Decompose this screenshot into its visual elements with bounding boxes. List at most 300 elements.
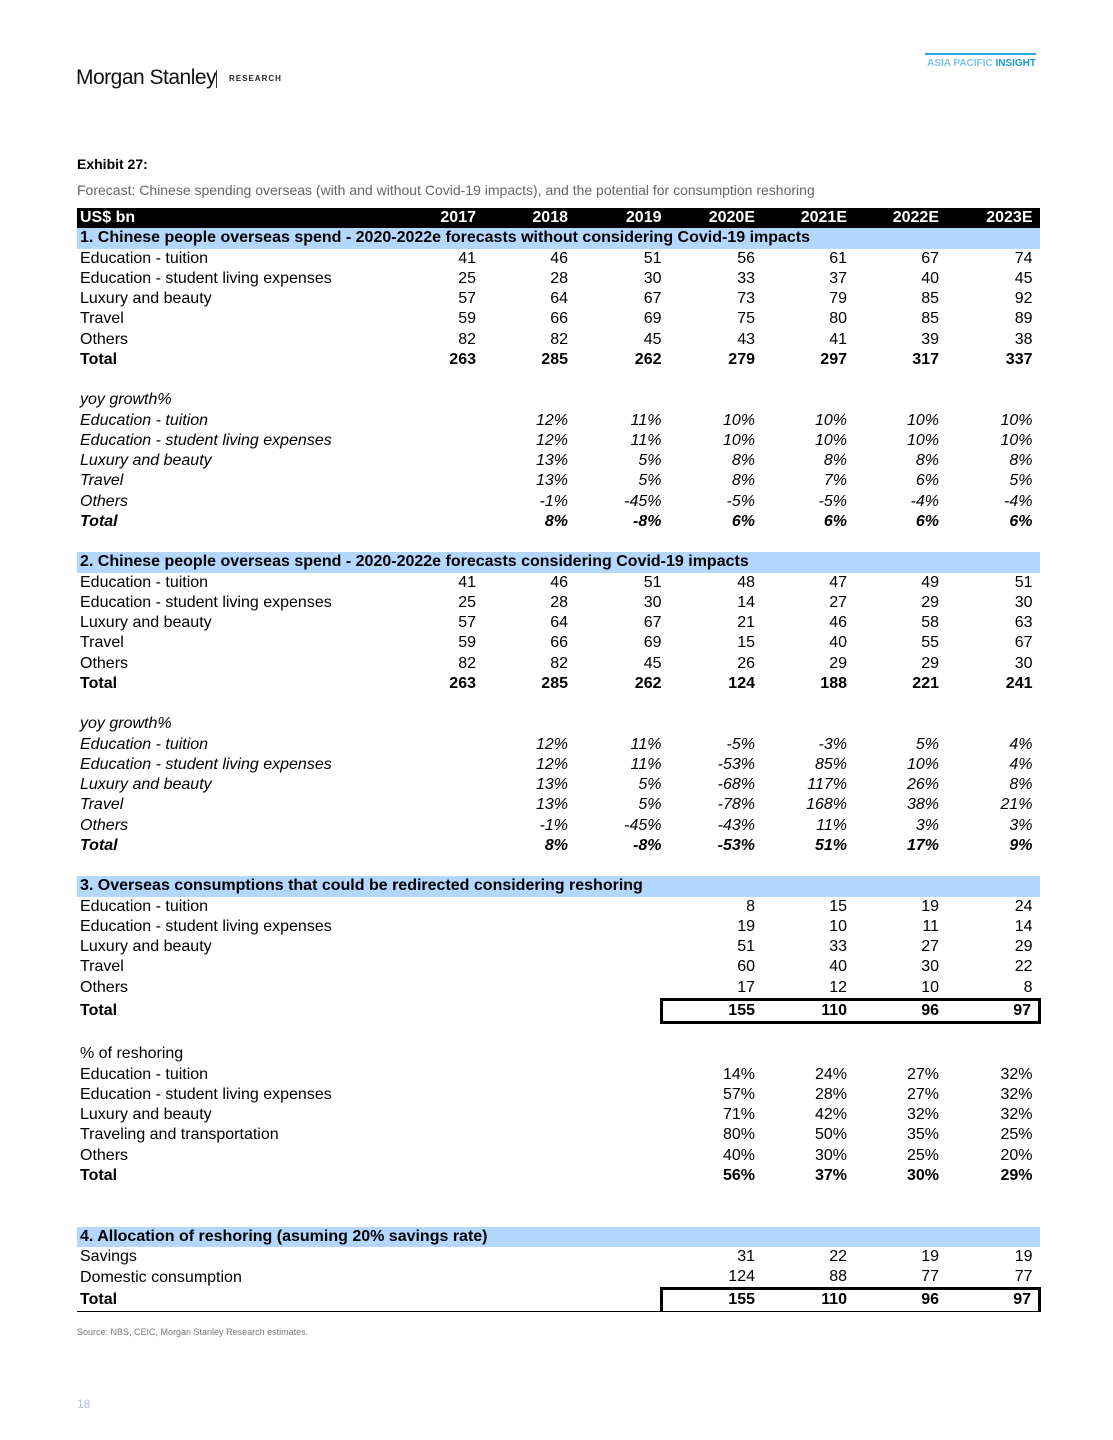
row-label: Luxury and beauty <box>80 1106 212 1124</box>
value-cell <box>568 937 662 957</box>
value-cell <box>568 856 662 876</box>
table-row <box>77 1085 1040 1105</box>
row-label: Others <box>80 979 129 997</box>
row-label <box>77 694 384 714</box>
spacer-row <box>77 1206 1040 1226</box>
value-cell <box>384 1125 476 1145</box>
row-label <box>77 532 384 552</box>
value-cell <box>476 390 568 410</box>
row-label: Total <box>77 1289 384 1311</box>
value-cell <box>847 694 939 714</box>
value-cell <box>939 1186 1040 1206</box>
value-cell: 5% <box>915 735 939 753</box>
value-cell: 43 <box>737 330 755 348</box>
table-row <box>77 654 1040 674</box>
value-cell: 49 <box>921 573 939 591</box>
value-cell: 42% <box>814 1106 847 1124</box>
value-cell <box>568 714 662 734</box>
value-cell: 4% <box>1009 735 1033 753</box>
row-label: Travel <box>80 958 124 976</box>
value-cell <box>384 836 476 856</box>
value-cell: 29 <box>921 593 939 611</box>
value-cell: 14% <box>722 1065 755 1083</box>
value-cell <box>568 1166 662 1186</box>
value-cell: 80% <box>722 1126 755 1144</box>
row-label <box>77 856 384 876</box>
value-cell: -1% <box>539 492 568 510</box>
value-cell: -45% <box>624 816 662 834</box>
value-cell: 8% <box>1009 452 1033 470</box>
value-cell <box>384 1267 476 1289</box>
value-cell <box>384 917 476 937</box>
row-label: Others <box>80 330 129 348</box>
value-cell: 59 <box>458 310 476 328</box>
value-cell: 262 <box>634 674 662 692</box>
row-label: Others <box>80 816 129 834</box>
value-cell: 60 <box>737 958 755 976</box>
value-cell <box>755 856 847 876</box>
value-cell: 57 <box>458 290 476 308</box>
value-cell <box>568 390 662 410</box>
value-cell: 14 <box>1014 917 1033 935</box>
value-cell <box>568 1289 662 1311</box>
value-cell <box>384 1044 476 1064</box>
value-cell <box>476 532 568 552</box>
value-cell: 30% <box>906 1166 939 1184</box>
column-header: 2022E <box>847 208 939 228</box>
value-cell <box>755 390 847 410</box>
value-cell: 92 <box>1014 290 1033 308</box>
value-cell <box>847 1206 939 1226</box>
section-title: 3. Overseas consumptions that could be redirected considering reshoring <box>77 876 1040 896</box>
value-cell: 55 <box>921 634 939 652</box>
value-cell: 25% <box>906 1146 939 1164</box>
value-cell <box>476 937 568 957</box>
row-label: Luxury and beauty <box>80 452 212 470</box>
value-cell: 28 <box>550 593 568 611</box>
value-cell <box>662 1206 756 1226</box>
column-header: 2021E <box>755 208 847 228</box>
value-cell: 38 <box>1014 330 1033 348</box>
value-cell: 3% <box>1009 816 1033 834</box>
table-row <box>77 714 1040 734</box>
row-label: Travel <box>80 634 124 652</box>
value-cell <box>847 1186 939 1206</box>
value-cell <box>384 1247 476 1267</box>
table-row <box>77 735 1040 755</box>
exhibit-label: Exhibit 27: <box>77 156 148 172</box>
row-label <box>77 1023 384 1045</box>
value-cell: 263 <box>449 674 476 692</box>
value-cell: 17% <box>906 836 939 854</box>
value-cell <box>476 1289 568 1311</box>
division-label: RESEARCH <box>229 74 282 83</box>
value-cell: 117% <box>807 776 847 794</box>
value-cell: 67 <box>643 614 662 632</box>
value-cell: 155 <box>662 999 756 1022</box>
table-row <box>77 512 1040 532</box>
value-cell: 27 <box>829 593 847 611</box>
value-cell: 79 <box>829 290 847 308</box>
value-cell: 188 <box>820 674 847 692</box>
value-cell: 74 <box>1014 249 1033 267</box>
value-cell: 29 <box>1014 938 1033 956</box>
section-title: 1. Chinese people overseas spend - 2020-2022e forecasts without considering Covid-19 impacts <box>77 228 1040 248</box>
value-cell <box>939 856 1040 876</box>
value-cell <box>939 1044 1040 1064</box>
value-cell <box>755 1023 847 1045</box>
value-cell: 19 <box>737 917 755 935</box>
value-cell <box>568 1105 662 1125</box>
value-cell: 56 <box>737 249 755 267</box>
source-note: Source: NBS, CEIC, Morgan Stanley Research estimates. <box>77 1327 309 1337</box>
value-cell: 26% <box>906 776 939 794</box>
row-label: Education - tuition <box>80 897 209 915</box>
row-label: Luxury and beauty <box>80 290 212 308</box>
value-cell: 40 <box>829 958 847 976</box>
value-cell: 8% <box>731 472 755 490</box>
value-cell: 13% <box>535 776 568 794</box>
value-cell <box>568 957 662 977</box>
row-label: Travel <box>80 310 124 328</box>
value-cell: 11% <box>630 431 662 449</box>
row-label: Total <box>80 1001 118 1019</box>
row-label: Luxury and beauty <box>80 776 212 794</box>
value-cell: 262 <box>634 350 662 368</box>
value-cell <box>847 714 939 734</box>
series-label <box>925 53 1036 69</box>
table-row <box>77 249 1040 269</box>
value-cell: 10% <box>814 431 847 449</box>
value-cell: 8% <box>544 512 568 530</box>
value-cell: 12% <box>535 431 568 449</box>
table-row <box>77 1065 1040 1085</box>
value-cell: 6% <box>1009 512 1033 530</box>
value-cell: 67 <box>921 249 939 267</box>
section-header-row <box>77 552 1040 572</box>
value-cell <box>755 1186 847 1206</box>
value-cell <box>384 431 476 451</box>
value-cell: 241 <box>1005 674 1033 692</box>
value-cell: -53% <box>717 836 755 854</box>
value-cell: -43% <box>717 816 755 834</box>
value-cell <box>568 532 662 552</box>
value-cell: 12% <box>535 411 568 429</box>
value-cell: 11% <box>630 755 662 773</box>
value-cell: 5% <box>1009 472 1033 490</box>
value-cell: 10 <box>921 978 939 996</box>
value-cell: 82 <box>550 330 568 348</box>
value-cell: 19 <box>1014 1247 1033 1265</box>
value-cell <box>847 1023 939 1045</box>
value-cell <box>384 937 476 957</box>
value-cell <box>568 1146 662 1166</box>
value-cell: 32% <box>906 1106 939 1124</box>
value-cell: -5% <box>726 492 755 510</box>
value-cell <box>384 1166 476 1186</box>
table-row <box>77 289 1040 309</box>
value-cell: 41 <box>458 573 476 591</box>
value-cell: 80 <box>829 310 847 328</box>
value-cell <box>847 1044 939 1064</box>
value-cell: 285 <box>541 674 568 692</box>
value-cell: 66 <box>550 634 568 652</box>
value-cell: -78% <box>717 796 755 814</box>
value-cell <box>384 755 476 775</box>
value-cell <box>476 917 568 937</box>
value-cell: 12 <box>829 978 847 996</box>
value-cell <box>939 370 1040 390</box>
value-cell <box>384 1023 476 1045</box>
row-label <box>77 370 384 390</box>
value-cell <box>662 370 756 390</box>
table-row <box>77 978 1040 1000</box>
value-cell <box>384 1206 476 1226</box>
row-label: yoy growth% <box>80 391 172 409</box>
section-title: 2. Chinese people overseas spend - 2020-2022e forecasts considering Covid-19 impacts <box>77 552 1040 572</box>
value-cell: 46 <box>550 249 568 267</box>
value-cell: 13% <box>535 452 568 470</box>
value-cell: -45% <box>624 492 662 510</box>
value-cell <box>939 1023 1040 1045</box>
table-row <box>77 1247 1040 1267</box>
table-row <box>77 269 1040 289</box>
row-label: Education - tuition <box>80 735 209 753</box>
value-cell <box>384 735 476 755</box>
value-cell: 41 <box>829 330 847 348</box>
value-cell <box>384 795 476 815</box>
table-row <box>77 1146 1040 1166</box>
value-cell <box>939 390 1040 410</box>
value-cell <box>662 856 756 876</box>
value-cell: 89 <box>1014 310 1033 328</box>
value-cell: 317 <box>912 350 939 368</box>
value-cell: 24 <box>1014 897 1033 915</box>
table-row <box>77 917 1040 937</box>
row-label: Luxury and beauty <box>80 938 212 956</box>
row-label: Total <box>80 674 118 692</box>
table-row <box>77 816 1040 836</box>
table-row <box>77 431 1040 451</box>
value-cell: 30 <box>643 269 662 287</box>
value-cell: 124 <box>728 1268 755 1286</box>
value-cell <box>568 999 662 1022</box>
table-row <box>77 1289 1040 1311</box>
value-cell: 12% <box>535 735 568 753</box>
value-cell <box>662 1023 756 1045</box>
value-cell: -68% <box>717 776 755 794</box>
value-cell: 33 <box>737 269 755 287</box>
value-cell: 168% <box>806 796 847 814</box>
value-cell: 58 <box>921 614 939 632</box>
value-cell: 8 <box>1023 978 1033 996</box>
value-cell <box>384 451 476 471</box>
value-cell <box>568 1125 662 1145</box>
value-cell: 337 <box>1005 350 1033 368</box>
value-cell <box>568 917 662 937</box>
value-cell: 31 <box>737 1247 755 1265</box>
value-cell: 96 <box>847 1289 939 1311</box>
value-cell: 10% <box>722 411 755 429</box>
row-label: Education - tuition <box>80 411 209 429</box>
value-cell: -4% <box>910 492 939 510</box>
value-cell: 221 <box>912 674 939 692</box>
table-row <box>77 633 1040 653</box>
value-cell: 6% <box>731 512 755 530</box>
value-cell: 45 <box>643 330 662 348</box>
row-label: Others <box>80 654 129 672</box>
page-number: 18 <box>77 1397 91 1411</box>
value-cell: 82 <box>458 330 476 348</box>
row-label: Total <box>80 836 118 854</box>
table-row <box>77 999 1040 1022</box>
value-cell: 8% <box>731 452 755 470</box>
value-cell <box>755 532 847 552</box>
value-cell: 14 <box>737 593 755 611</box>
row-label: Education - student living expenses <box>80 755 332 773</box>
value-cell: 28% <box>814 1085 847 1103</box>
value-cell: 25% <box>1000 1126 1033 1144</box>
value-cell <box>755 1044 847 1064</box>
value-cell: 32% <box>1000 1065 1033 1083</box>
value-cell <box>384 1085 476 1105</box>
value-cell: 30 <box>1014 593 1033 611</box>
spacer-row <box>77 1023 1040 1045</box>
table-row <box>77 674 1040 694</box>
value-cell: 29 <box>921 654 939 672</box>
section-header-row <box>77 1227 1040 1247</box>
value-cell: 5% <box>638 452 662 470</box>
value-cell: 51 <box>737 938 755 956</box>
row-label: Total <box>80 350 118 368</box>
column-header: 2023E <box>939 208 1040 228</box>
value-cell: 26 <box>737 654 755 672</box>
value-cell: 6% <box>915 472 939 490</box>
value-cell <box>939 694 1040 714</box>
value-cell <box>476 714 568 734</box>
value-cell: 10% <box>906 411 939 429</box>
value-cell: 85 <box>921 310 939 328</box>
value-cell: 11% <box>630 411 662 429</box>
value-cell <box>662 390 756 410</box>
value-cell: 51% <box>814 836 847 854</box>
value-cell <box>847 856 939 876</box>
value-cell <box>568 1085 662 1105</box>
table-row <box>77 1125 1040 1145</box>
value-cell: 25 <box>458 269 476 287</box>
value-cell: 32% <box>1000 1106 1033 1124</box>
value-cell: 48 <box>737 573 755 591</box>
value-cell: 5% <box>638 472 662 490</box>
value-cell: 21% <box>1000 796 1033 814</box>
value-cell <box>476 1125 568 1145</box>
value-cell: 263 <box>449 350 476 368</box>
row-label: Education - student living expenses <box>80 269 332 287</box>
value-cell: 8 <box>746 897 755 915</box>
value-cell: 46 <box>829 614 847 632</box>
value-cell: 110 <box>755 1289 847 1311</box>
value-cell <box>568 1065 662 1085</box>
value-cell: 22 <box>1014 958 1033 976</box>
value-cell <box>476 957 568 977</box>
row-label: Traveling and transportation <box>80 1126 279 1144</box>
table-row <box>77 451 1040 471</box>
value-cell: 19 <box>921 1247 939 1265</box>
value-cell: 69 <box>643 634 662 652</box>
value-cell: 67 <box>643 290 662 308</box>
value-cell: 27% <box>906 1065 939 1083</box>
value-cell: 10% <box>814 411 847 429</box>
forecast-table <box>77 208 1041 1312</box>
row-label: Total <box>80 512 118 530</box>
value-cell: 13% <box>535 472 568 490</box>
value-cell: 30% <box>814 1146 847 1164</box>
value-cell <box>476 999 568 1022</box>
value-cell: 29% <box>1000 1166 1033 1184</box>
series-bold: INSIGHT <box>995 58 1036 69</box>
value-cell: 50% <box>814 1126 847 1144</box>
value-cell <box>384 411 476 431</box>
value-cell: 47 <box>829 573 847 591</box>
value-cell <box>568 1247 662 1267</box>
value-cell: 35% <box>906 1126 939 1144</box>
value-cell: 11 <box>922 917 939 935</box>
section-title: 4. Allocation of reshoring (asuming 20% savings rate) <box>77 1227 1040 1247</box>
value-cell <box>476 1247 568 1267</box>
value-cell <box>476 978 568 1000</box>
value-cell: 8% <box>544 836 568 854</box>
row-label: Education - tuition <box>80 1065 209 1083</box>
value-cell: 41 <box>458 249 476 267</box>
value-cell <box>384 897 476 917</box>
value-cell <box>847 532 939 552</box>
spacer-row <box>77 532 1040 552</box>
value-cell <box>568 1206 662 1226</box>
value-cell <box>384 714 476 734</box>
value-cell: 10% <box>1000 431 1033 449</box>
value-cell <box>384 856 476 876</box>
value-cell <box>755 714 847 734</box>
value-cell: 5% <box>638 796 662 814</box>
section-header-row <box>77 228 1040 248</box>
row-label: Education - student living expenses <box>80 917 332 935</box>
value-cell: -5% <box>726 735 755 753</box>
value-cell: 25 <box>458 593 476 611</box>
table-row <box>77 613 1040 633</box>
row-label: Education - student living expenses <box>80 593 332 611</box>
table-row <box>77 471 1040 491</box>
value-cell: 88 <box>829 1268 847 1286</box>
value-cell <box>755 1206 847 1226</box>
row-label: Education - student living expenses <box>80 431 332 449</box>
exhibit-title: Forecast: Chinese spending overseas (with and without Covid-19 impacts), and the potential for consumption reshoring <box>77 182 815 198</box>
row-label: % of reshoring <box>80 1045 184 1063</box>
table-row <box>77 897 1040 917</box>
row-label: Education - tuition <box>80 249 209 267</box>
value-cell <box>476 1105 568 1125</box>
series-light: ASIA PACIFIC <box>927 58 993 69</box>
row-label <box>77 1206 384 1226</box>
value-cell: 30 <box>643 593 662 611</box>
value-cell: 69 <box>643 310 662 328</box>
table-row <box>77 1267 1040 1289</box>
value-cell <box>384 1065 476 1085</box>
value-cell: 96 <box>847 999 939 1022</box>
value-cell: 66 <box>550 310 568 328</box>
value-cell: 45 <box>1014 269 1033 287</box>
value-cell: 13% <box>535 796 568 814</box>
value-cell <box>476 1166 568 1186</box>
